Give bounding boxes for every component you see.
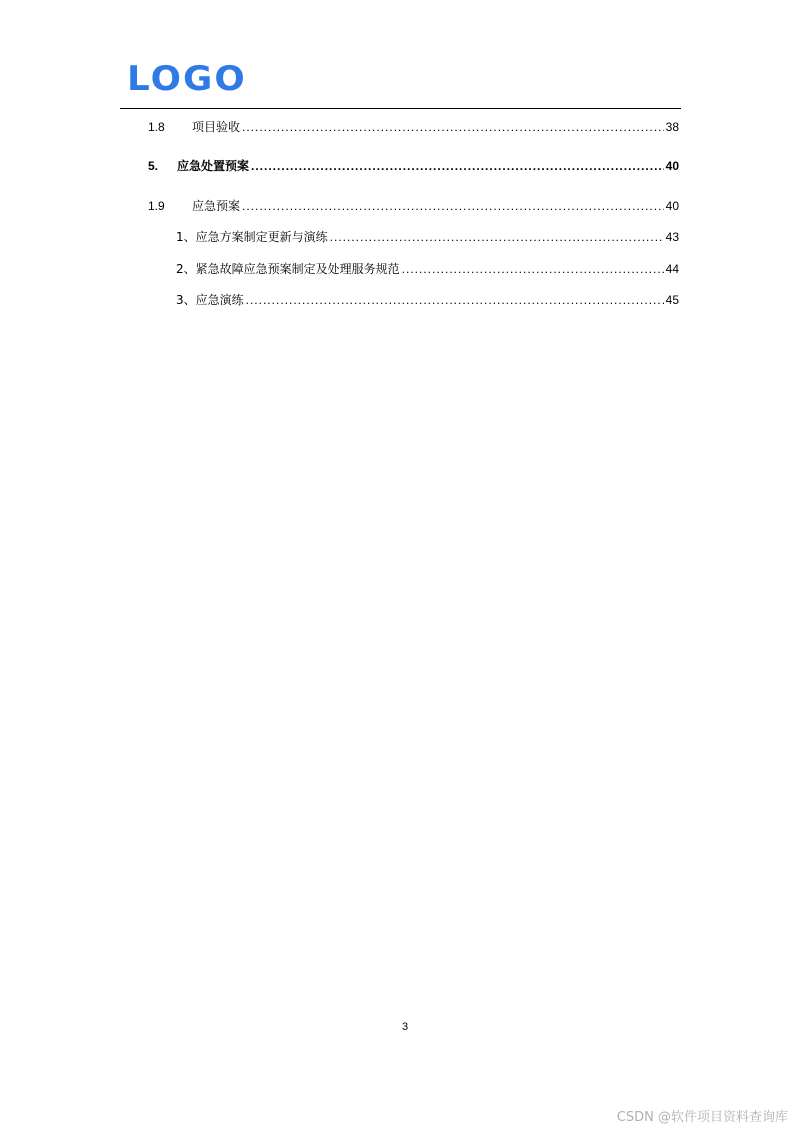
toc-entry-title: 1、应急方案制定更新与演练 bbox=[176, 230, 328, 244]
header-rule bbox=[120, 108, 681, 109]
toc-entry-sub-2[interactable] bbox=[176, 261, 679, 277]
toc-entry-number: 1.9 bbox=[148, 199, 165, 213]
toc-entry-title: 应急预案 bbox=[192, 199, 241, 213]
toc-entry-page: 45 bbox=[665, 293, 679, 307]
toc-leader-dots bbox=[242, 198, 664, 214]
toc-entry-page: 38 bbox=[665, 120, 679, 134]
toc-leader-dots bbox=[242, 119, 664, 135]
toc-entry-1-9[interactable] bbox=[148, 198, 679, 214]
toc-leader-dots bbox=[251, 158, 664, 174]
toc-entry-title: 2、紧急故障应急预案制定及处理服务规范 bbox=[176, 262, 400, 276]
toc-entry-title: 3、应急演练 bbox=[176, 293, 244, 307]
toc-entry-sub-3[interactable] bbox=[176, 292, 679, 308]
toc-leader-dots bbox=[402, 261, 664, 277]
toc-leader-dots bbox=[246, 292, 664, 308]
toc-leader-dots bbox=[330, 229, 664, 245]
toc-entry-page: 40 bbox=[665, 199, 679, 213]
toc-entry-5[interactable] bbox=[148, 158, 679, 174]
toc-entry-page: 43 bbox=[665, 230, 679, 244]
logo bbox=[127, 59, 247, 99]
toc-entry-title: 项目验收 bbox=[192, 120, 241, 134]
toc-entry-1-8[interactable] bbox=[148, 119, 679, 135]
toc-entry-number: 5. bbox=[148, 159, 159, 173]
page-number: 3 bbox=[401, 1021, 409, 1033]
watermark: CSDN @软件项目资料查询库 bbox=[616, 1110, 788, 1125]
logo-text: LOGO bbox=[127, 59, 247, 99]
toc-entry-page: 40 bbox=[665, 159, 679, 173]
toc-entry-sub-1[interactable] bbox=[176, 229, 679, 245]
toc-entry-page: 44 bbox=[665, 262, 679, 276]
toc-entry-title: 应急处置预案 bbox=[177, 159, 250, 173]
toc-entry-number: 1.8 bbox=[148, 120, 165, 134]
